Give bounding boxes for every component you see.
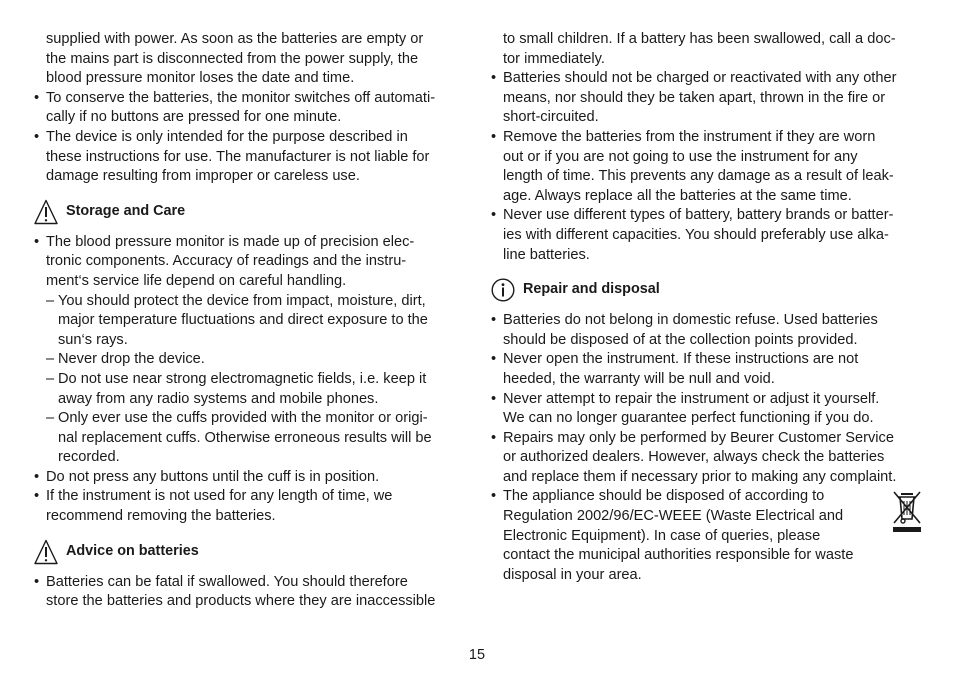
text-line: contact the municipal authorities responsible for waste (503, 547, 854, 564)
text-line: Do not press any buttons until the cuff is in position. (46, 468, 380, 485)
text-line: recorded. (58, 449, 120, 466)
text-line: Remove the batteries from the instrument if they are worn (503, 128, 876, 145)
text-line: The device is only intended for the purpose described in (46, 128, 408, 145)
text-line: tor immediately. (503, 50, 605, 67)
page-number: 15 (468, 647, 486, 663)
text-line: tronic components. Accuracy of readings and the instru- (46, 253, 407, 270)
text-line: away from any radio systems and mobile phones. (58, 390, 379, 407)
storage-heading (34, 199, 464, 225)
text-line: damage resulting from improper or careless use. (46, 168, 360, 185)
text-line: means, nor should they be taken apart, thrown in the fire or (503, 89, 886, 106)
list-item (34, 487, 464, 526)
list-item (491, 429, 931, 488)
list-item (491, 206, 931, 265)
list-item (491, 350, 931, 389)
text-line: sun‘s rays. (58, 331, 128, 348)
text-line: blood pressure monitor loses the date and time. (46, 70, 355, 87)
text-line: Batteries do not belong in domestic refuse. Used batteries (503, 312, 878, 329)
batteries-heading-label: Advice on batteries (66, 542, 199, 559)
text-line: the mains part is disconnected from the power supply, the (46, 50, 419, 67)
text-line: should be disposed of at the collection points provided. (503, 331, 858, 348)
intro-paragraph (34, 30, 464, 89)
weee-crossed-bin-icon (891, 489, 923, 533)
list-item (491, 69, 931, 128)
text-line: Never use different types of battery, battery brands or batter- (503, 207, 894, 224)
right-column (491, 30, 931, 585)
repair-heading (491, 277, 931, 303)
text-line: heeded, the warranty will be null and void. (503, 370, 775, 387)
list-item (34, 233, 464, 292)
list-item (34, 468, 464, 488)
text-line: To conserve the batteries, the monitor switches off automati- (46, 89, 436, 106)
text-line: We can no longer guarantee perfect functioning if you do. (503, 410, 874, 427)
text-line: short-circuited. (503, 109, 599, 126)
text-line: out or if you are not going to use the instrument for any (503, 148, 858, 165)
text-line: The blood pressure monitor is made up of precision elec- (46, 233, 415, 250)
text-line: major temperature fluctuations and direct exposure to the (58, 312, 428, 329)
text-line: Never attempt to repair the instrument or adjust it yourself. (503, 390, 880, 407)
text-line: to small children. If a battery has been swallowed, call a doc- (503, 31, 896, 47)
text-line: Electronic Equipment). In case of queries, please (503, 527, 821, 544)
list-item (34, 573, 464, 612)
text-line: Regulation 2002/96/EC-WEEE (Waste Electrical and (503, 508, 844, 525)
left-column (34, 30, 464, 612)
text-line: disposal in your area. (503, 566, 642, 583)
text-line: Batteries can be fatal if swallowed. You should therefore (46, 573, 408, 590)
sub-list-item (34, 350, 464, 370)
list-item (491, 390, 931, 429)
text-line: nal replacement cuffs. Otherwise erroneous results will be (58, 429, 432, 446)
text-line: Repairs may only be performed by Beurer Customer Service (503, 429, 894, 446)
text-line: Never drop the device. (58, 351, 205, 368)
warning-icon (34, 539, 58, 565)
text-line: age. Always replace all the batteries at the same time. (503, 187, 852, 204)
sub-list-item (34, 370, 464, 409)
list-item (491, 311, 931, 350)
text-line: Do not use near strong electromagnetic fields, i.e. keep it (58, 370, 427, 387)
text-line: ies with different capacities. You should preferably use alka- (503, 226, 889, 243)
sub-list-item (34, 292, 464, 351)
storage-heading-label: Storage and Care (66, 202, 186, 219)
continuation-paragraph (491, 30, 931, 69)
text-line: If the instrument is not used for any length of time, we (46, 488, 393, 505)
text-line: Only ever use the cuffs provided with the monitor or origi- (58, 410, 428, 427)
sub-list-item (34, 409, 464, 468)
text-line: these instructions for use. The manufacturer is not liable for (46, 148, 430, 165)
text-line: and replace them if necessary prior to making any complaint. (503, 468, 897, 485)
warning-icon (34, 199, 58, 225)
text-line: store the batteries and products where they are inaccessible (46, 593, 436, 610)
info-icon (491, 277, 515, 303)
text-line: recommend removing the batteries. (46, 508, 276, 525)
list-item (491, 487, 931, 585)
text-line: You should protect the device from impact, moisture, dirt, (58, 292, 426, 309)
text-line: Never open the instrument. If these instructions are not (503, 351, 859, 368)
text-line: cally if no buttons are pressed for one minute. (46, 109, 342, 126)
text-line: supplied with power. As soon as the batteries are empty or (46, 31, 424, 47)
text-line: Batteries should not be charged or reactivated with any other (503, 70, 897, 87)
list-item (34, 128, 464, 187)
text-line: ment‘s service life depend on careful handling. (46, 272, 347, 289)
batteries-heading (34, 539, 464, 565)
text-line: or authorized dealers. However, always check the batteries (503, 449, 885, 466)
list-item (34, 89, 464, 128)
list-item (491, 128, 931, 206)
text-line: length of time. This prevents any damage as a result of leak- (503, 168, 894, 185)
repair-heading-label: Repair and disposal (523, 281, 660, 298)
text-line: The appliance should be disposed of according to (503, 488, 825, 505)
text-line: line batteries. (503, 246, 590, 263)
